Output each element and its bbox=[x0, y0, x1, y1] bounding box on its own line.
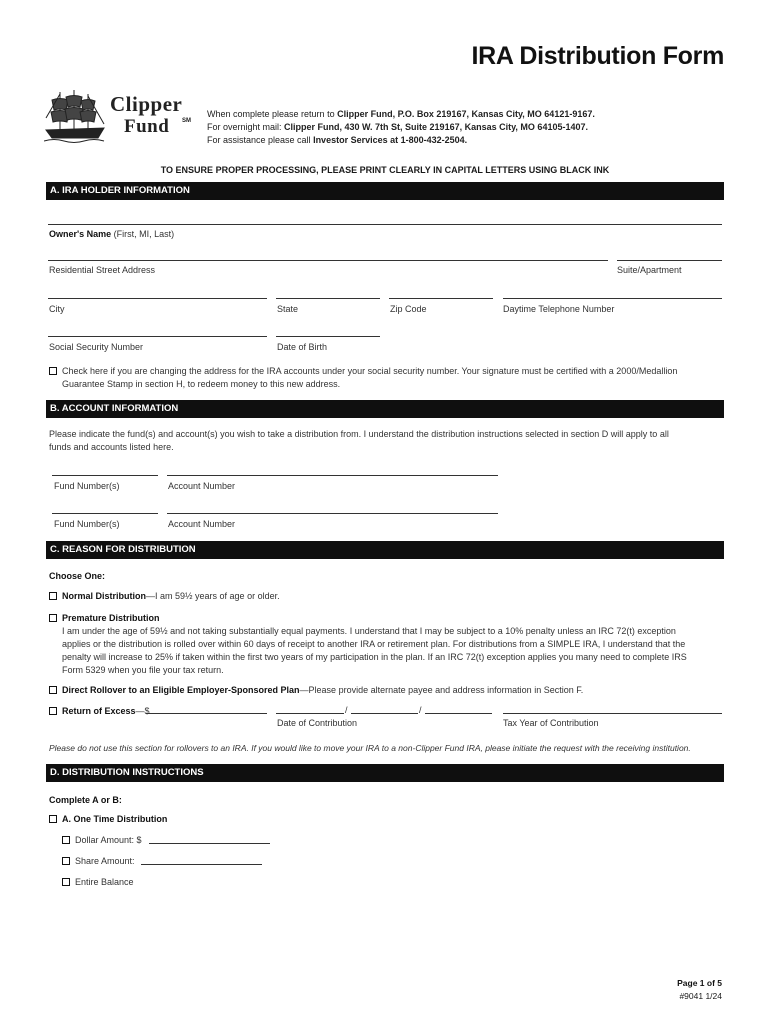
contribution-year-field[interactable] bbox=[425, 713, 492, 714]
share-amount-label: Share Amount: bbox=[75, 856, 135, 866]
rollover-note: Please do not use this section for rollovers to an IRA. If you would like to move your IRA to a non-Clipper Fund IRA, please initiate the request with the receiving institution. bbox=[49, 743, 691, 753]
normal-distribution-label: Normal Distribution—I am 59½ years of age or older. bbox=[62, 591, 280, 601]
one-time-distribution-label: A. One Time Distribution bbox=[62, 814, 168, 824]
ship-icon bbox=[44, 88, 106, 144]
overnight-address-line: For overnight mail: Clipper Fund, 430 W. 7th St, Suite 219167, Kansas City, MO 64105-1407. bbox=[207, 122, 588, 132]
complete-a-or-b-label: Complete A or B: bbox=[49, 795, 122, 805]
zip-field[interactable] bbox=[389, 298, 493, 299]
logo-text-clipper: Clipper bbox=[110, 92, 183, 116]
clipper-fund-logo bbox=[44, 88, 196, 144]
logo-trademark: SM bbox=[182, 118, 191, 124]
account-number-field-1[interactable] bbox=[167, 475, 498, 476]
section-d-heading: D. DISTRIBUTION INSTRUCTIONS bbox=[46, 764, 724, 782]
dob-field[interactable] bbox=[276, 336, 380, 337]
address-change-text: Check here if you are changing the address for the IRA accounts under your social security number. Your signature must be certified with a 2000/Medallion Guarantee Stamp in section H, to redeem money to this new address. bbox=[62, 366, 678, 389]
return-of-excess-checkbox[interactable] bbox=[49, 707, 57, 715]
street-address-label: Residential Street Address bbox=[49, 265, 156, 275]
section-a-heading: A. IRA HOLDER INFORMATION bbox=[46, 182, 724, 200]
fund-number-field-1[interactable] bbox=[52, 475, 158, 476]
contribution-month-field[interactable] bbox=[276, 713, 344, 714]
form-code: #9041 1/24 bbox=[679, 991, 722, 1001]
section-c-heading: C. REASON FOR DISTRIBUTION bbox=[46, 541, 724, 559]
tax-year-label: Tax Year of Contribution bbox=[503, 718, 599, 728]
date-slash-2: / bbox=[419, 705, 422, 715]
section-b-heading: B. ACCOUNT INFORMATION bbox=[46, 400, 724, 418]
fund-number-label-1: Fund Number(s) bbox=[54, 481, 120, 491]
share-amount-field[interactable] bbox=[141, 864, 262, 865]
account-number-label-1: Account Number bbox=[168, 481, 236, 491]
account-info-intro: Please indicate the fund(s) and account(s) you wish to take a distribution from. I understand the distribution instructions selected in section D will apply to all funds and accounts listed here. bbox=[49, 429, 669, 452]
dollar-amount-label: Dollar Amount: $ bbox=[75, 835, 142, 845]
page-footer bbox=[677, 977, 722, 1003]
return-address-line: When complete please return to Clipper Fund, P.O. Box 219167, Kansas City, MO 64121-9167. bbox=[207, 109, 595, 119]
form-title: IRA Distribution Form bbox=[471, 42, 724, 70]
entire-balance-checkbox[interactable] bbox=[62, 878, 70, 886]
direct-rollover-checkbox[interactable] bbox=[49, 686, 57, 694]
owner-name-field[interactable] bbox=[48, 224, 722, 225]
premature-distribution-checkbox[interactable] bbox=[49, 614, 57, 622]
city-field[interactable] bbox=[48, 298, 267, 299]
street-address-field[interactable] bbox=[48, 260, 608, 261]
premature-distribution-text: Premature Distribution I am under the age of 59½ and not taking substantially equal payments. I understand that I may be subject to a 10% penalty unless an IRC 72(t) exception applies or the distribution is rolled over within 60 days of receipt to another IRA or retirement plan. For distributions from a SIMPLE IRA, I understand that the penalty will increase to 25% if taken within the first two years of my participation in the plan. If an IRC 72(t) exception applies you many need to complete IRS Form 5329 when you file your tax return. bbox=[62, 613, 687, 675]
owner-name-label: Owner's Name (First, MI, Last) bbox=[49, 229, 175, 239]
entire-balance-label: Entire Balance bbox=[75, 877, 134, 887]
fund-number-label-2: Fund Number(s) bbox=[54, 519, 120, 529]
account-number-field-2[interactable] bbox=[167, 513, 498, 514]
fund-number-field-2[interactable] bbox=[52, 513, 158, 514]
logo-text-fund: Fund bbox=[124, 116, 170, 137]
address-change-checkbox[interactable] bbox=[49, 367, 57, 375]
date-slash-1: / bbox=[345, 705, 348, 715]
print-notice: TO ENSURE PROPER PROCESSING, PLEASE PRINT CLEARLY IN CAPITAL LETTERS USING BLACK INK bbox=[160, 165, 610, 175]
dollar-amount-checkbox[interactable] bbox=[62, 836, 70, 844]
assistance-line: For assistance please call Investor Services at 1-800-432-2504. bbox=[207, 135, 468, 145]
direct-rollover-label: Direct Rollover to an Eligible Employer-Sponsored Plan—Please provide alternate payee and address information in Section F. bbox=[62, 685, 584, 695]
phone-label: Daytime Telephone Number bbox=[503, 304, 615, 314]
dob-label: Date of Birth bbox=[277, 342, 328, 352]
contribution-day-field[interactable] bbox=[351, 713, 418, 714]
normal-distribution-checkbox[interactable] bbox=[49, 592, 57, 600]
ssn-label: Social Security Number bbox=[49, 342, 144, 352]
dollar-amount-field[interactable] bbox=[149, 843, 270, 844]
share-amount-checkbox[interactable] bbox=[62, 857, 70, 865]
date-of-contribution-label: Date of Contribution bbox=[277, 718, 358, 728]
zip-label: Zip Code bbox=[390, 304, 427, 314]
account-number-label-2: Account Number bbox=[168, 519, 236, 529]
excess-amount-field[interactable] bbox=[146, 713, 267, 714]
city-label: City bbox=[49, 304, 65, 314]
state-label: State bbox=[277, 304, 299, 314]
tax-year-field[interactable] bbox=[503, 713, 722, 714]
choose-one-label: Choose One: bbox=[49, 571, 106, 581]
suite-label: Suite/Apartment bbox=[617, 265, 682, 275]
return-of-excess-label: Return of Excess—$ bbox=[62, 706, 150, 716]
return-address-block bbox=[207, 108, 595, 147]
state-field[interactable] bbox=[276, 298, 380, 299]
phone-field[interactable] bbox=[503, 298, 722, 299]
suite-field[interactable] bbox=[617, 260, 722, 261]
one-time-distribution-checkbox[interactable] bbox=[49, 815, 57, 823]
ssn-field[interactable] bbox=[48, 336, 267, 337]
page-number: Page 1 of 5 bbox=[677, 978, 722, 988]
